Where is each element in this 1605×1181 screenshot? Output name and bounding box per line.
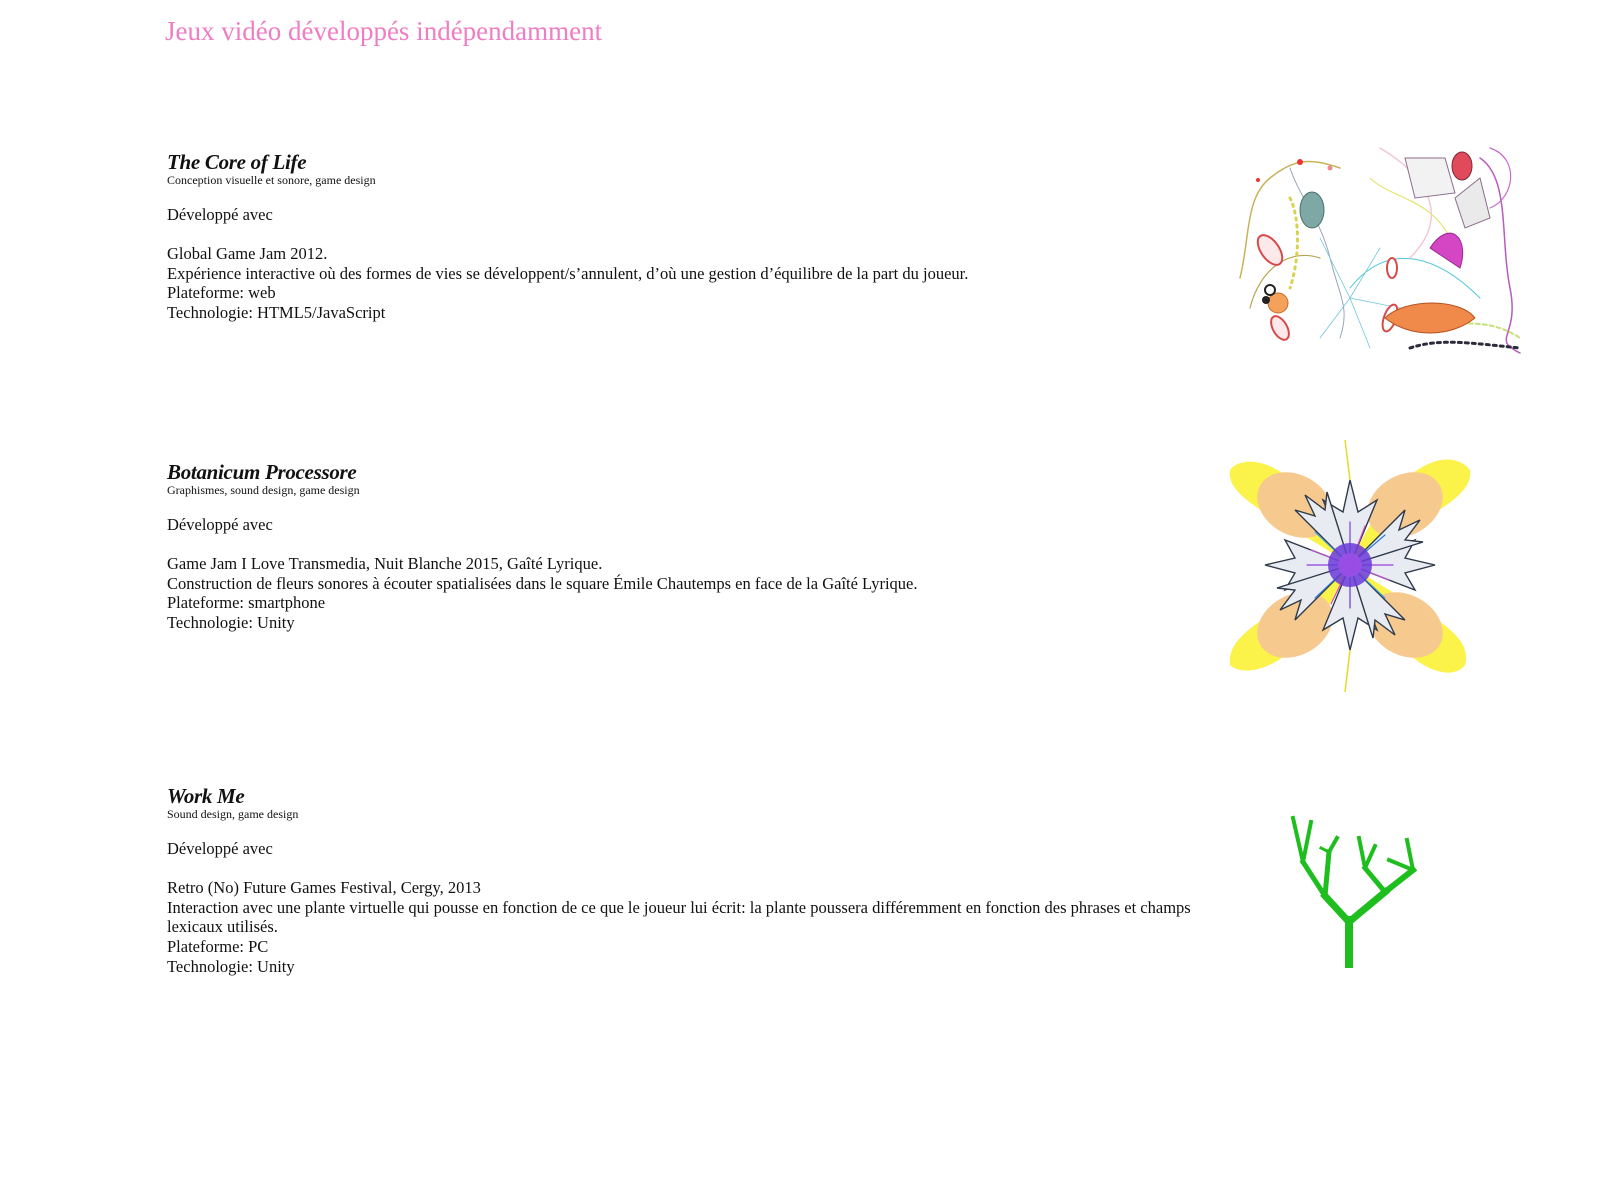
- project-role: Sound design, game design: [167, 807, 299, 821]
- project-work-me: [167, 786, 1197, 976]
- organic-drawing-thumbnail[interactable]: [1230, 138, 1526, 360]
- project-platform: Plateforme: web: [167, 283, 276, 303]
- project-technology: Technologie: HTML5/JavaScript: [167, 302, 386, 322]
- project-role: Graphismes, sound design, game design: [167, 483, 360, 497]
- project-title[interactable]: The Core of Life: [167, 150, 307, 174]
- project-description: [167, 244, 1197, 322]
- project-description: [167, 878, 1197, 976]
- developed-with-label: Développé avec: [167, 205, 273, 224]
- project-summary: Interaction avec une plante virtuelle qui pousse en fonction de ce que le joueur lui écrit: la plante poussera différemment en fonction des phrases et champs lexicaux utilisés.: [167, 897, 1191, 937]
- project-summary: Expérience interactive où des formes de vies se développent/s’annulent, d’où une gestion d’équilibre de la part du joueur.: [167, 263, 969, 283]
- green-plant-thumbnail[interactable]: [1285, 812, 1425, 968]
- project-event: Retro (No) Future Games Festival, Cergy, 2013: [167, 878, 481, 898]
- project-event: Global Game Jam 2012.: [167, 244, 328, 264]
- project-title[interactable]: Botanicum Processore: [167, 460, 357, 484]
- project-title[interactable]: Work Me: [167, 784, 245, 808]
- yellow-flower-thumbnail[interactable]: [1225, 440, 1475, 692]
- page-title: Jeux vidéo développés indépendamment: [165, 16, 603, 46]
- developed-with-label: Développé avec: [167, 839, 273, 858]
- project-technology: Technologie: Unity: [167, 612, 295, 632]
- project-role: Conception visuelle et sonore, game design: [167, 173, 376, 187]
- project-platform: Plateforme: PC: [167, 936, 269, 956]
- project-summary: Construction de fleurs sonores à écouter spatialisées dans le square Émile Chautemps en face de la Gaîté Lyrique.: [167, 573, 918, 593]
- developed-with-label: Développé avec: [167, 515, 273, 534]
- project-description: [167, 554, 1197, 632]
- project-core-of-life: [167, 152, 1197, 323]
- project-botanicum-processore: [167, 462, 1197, 633]
- project-event: Game Jam I Love Transmedia, Nuit Blanche 2015, Gaîté Lyrique.: [167, 554, 603, 574]
- project-platform: Plateforme: smartphone: [167, 593, 326, 613]
- project-technology: Technologie: Unity: [167, 956, 295, 976]
